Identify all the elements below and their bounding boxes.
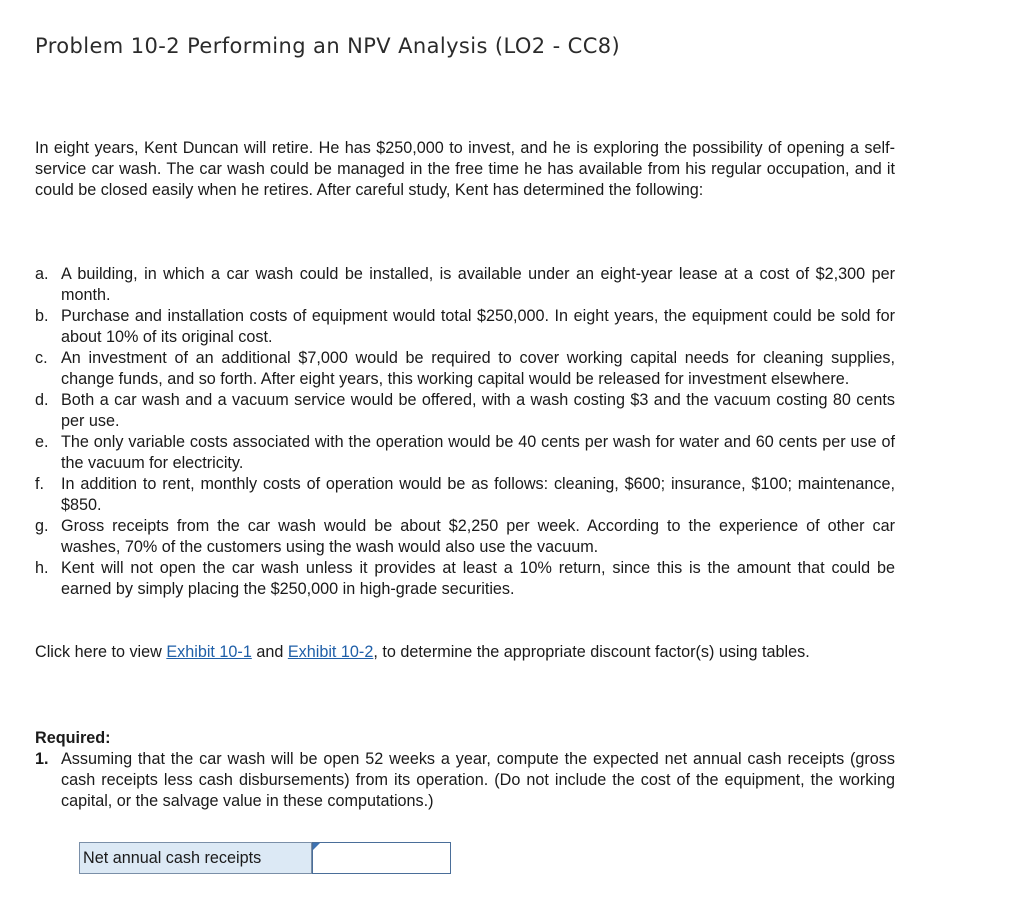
exhibits-suffix: , to determine the appropriate discount factor(s) using tables. — [373, 643, 810, 661]
required-list — [35, 749, 895, 812]
required-heading: Required: — [35, 729, 111, 747]
list-item — [35, 432, 895, 474]
item-letter: a. — [35, 265, 49, 283]
required-item — [35, 749, 895, 812]
item-letter: b. — [35, 307, 49, 325]
net-annual-cash-receipts-label: Net annual cash receipts — [80, 843, 312, 873]
item-text: Gross receipts from the car wash would be about $2,250 per week. According to the experience of other car washes, 70% of the customers using the wash would also use the vacuum. — [61, 517, 895, 556]
item-letter: f. — [35, 475, 44, 493]
item-text: A building, in which a car wash could be installed, is available under an eight-year lease at a cost of $2,300 per month. — [61, 265, 895, 304]
list-item — [35, 390, 895, 432]
item-text: Purchase and installation costs of equipment would total $250,000. In eight years, the equipment could be sold for about 10% of its original cost. — [61, 307, 895, 346]
answer-cell — [312, 842, 451, 874]
intro-paragraph: In eight years, Kent Duncan will retire. He has $250,000 to invest, and he is exploring the possibility of opening a self-service car wash. The car wash could be managed in the free time he has available from his regular occupation, and it could be closed easily when he retires. After careful study, Kent has determined the following: — [35, 139, 895, 199]
item-text: An investment of an additional $7,000 would be required to cover working capital needs for cleaning supplies, change funds, and so forth. After eight years, this working capital would be released for investment elsewhere. — [61, 349, 895, 388]
net-annual-cash-receipts-input[interactable] — [313, 843, 450, 873]
facts-list — [35, 264, 895, 600]
list-item — [35, 558, 895, 600]
required-number: 1. — [35, 750, 49, 768]
exhibits-paragraph — [35, 642, 895, 663]
exhibit-10-2-link[interactable]: Exhibit 10-2 — [287, 643, 374, 661]
exhibits-middle: and — [251, 643, 288, 661]
item-text: Kent will not open the car wash unless it provides at least a 10% return, since this is the amount that could be earned by simply placing the $250,000 in high-grade securities. — [61, 559, 895, 598]
list-item — [35, 306, 895, 348]
item-letter: h. — [35, 559, 49, 577]
list-item — [35, 516, 895, 558]
list-item — [35, 264, 895, 306]
item-text: The only variable costs associated with the operation would be 40 cents per wash for water and 60 cents per use of the vacuum for electricity. — [61, 433, 895, 472]
item-letter: d. — [35, 391, 49, 409]
list-item — [35, 474, 895, 516]
item-letter: c. — [35, 349, 48, 367]
list-item — [35, 348, 895, 390]
required-text: Assuming that the car wash will be open 52 weeks a year, compute the expected net annual cash receipts (gross cash receipts less cash disbursements) from its operation. (Do not include the cost of the equipment, the working capital, or the salvage value in these computations.) — [61, 750, 895, 810]
input-marker-icon — [313, 843, 320, 850]
item-text: Both a car wash and a vacuum service would be offered, with a wash costing $3 and the vacuum costing 80 cents per use. — [61, 391, 895, 430]
item-letter: e. — [35, 433, 49, 451]
exhibit-10-1-link[interactable]: Exhibit 10-1 — [166, 643, 252, 661]
answer-table — [79, 842, 451, 874]
exhibits-prefix: Click here to view — [35, 643, 167, 661]
page-title: Problem 10-2 Performing an NPV Analysis (LO2 - CC8) — [35, 34, 621, 58]
item-text: In addition to rent, monthly costs of operation would be as follows: cleaning, $600; insurance, $100; maintenance, $850. — [61, 475, 895, 514]
item-letter: g. — [35, 517, 49, 535]
